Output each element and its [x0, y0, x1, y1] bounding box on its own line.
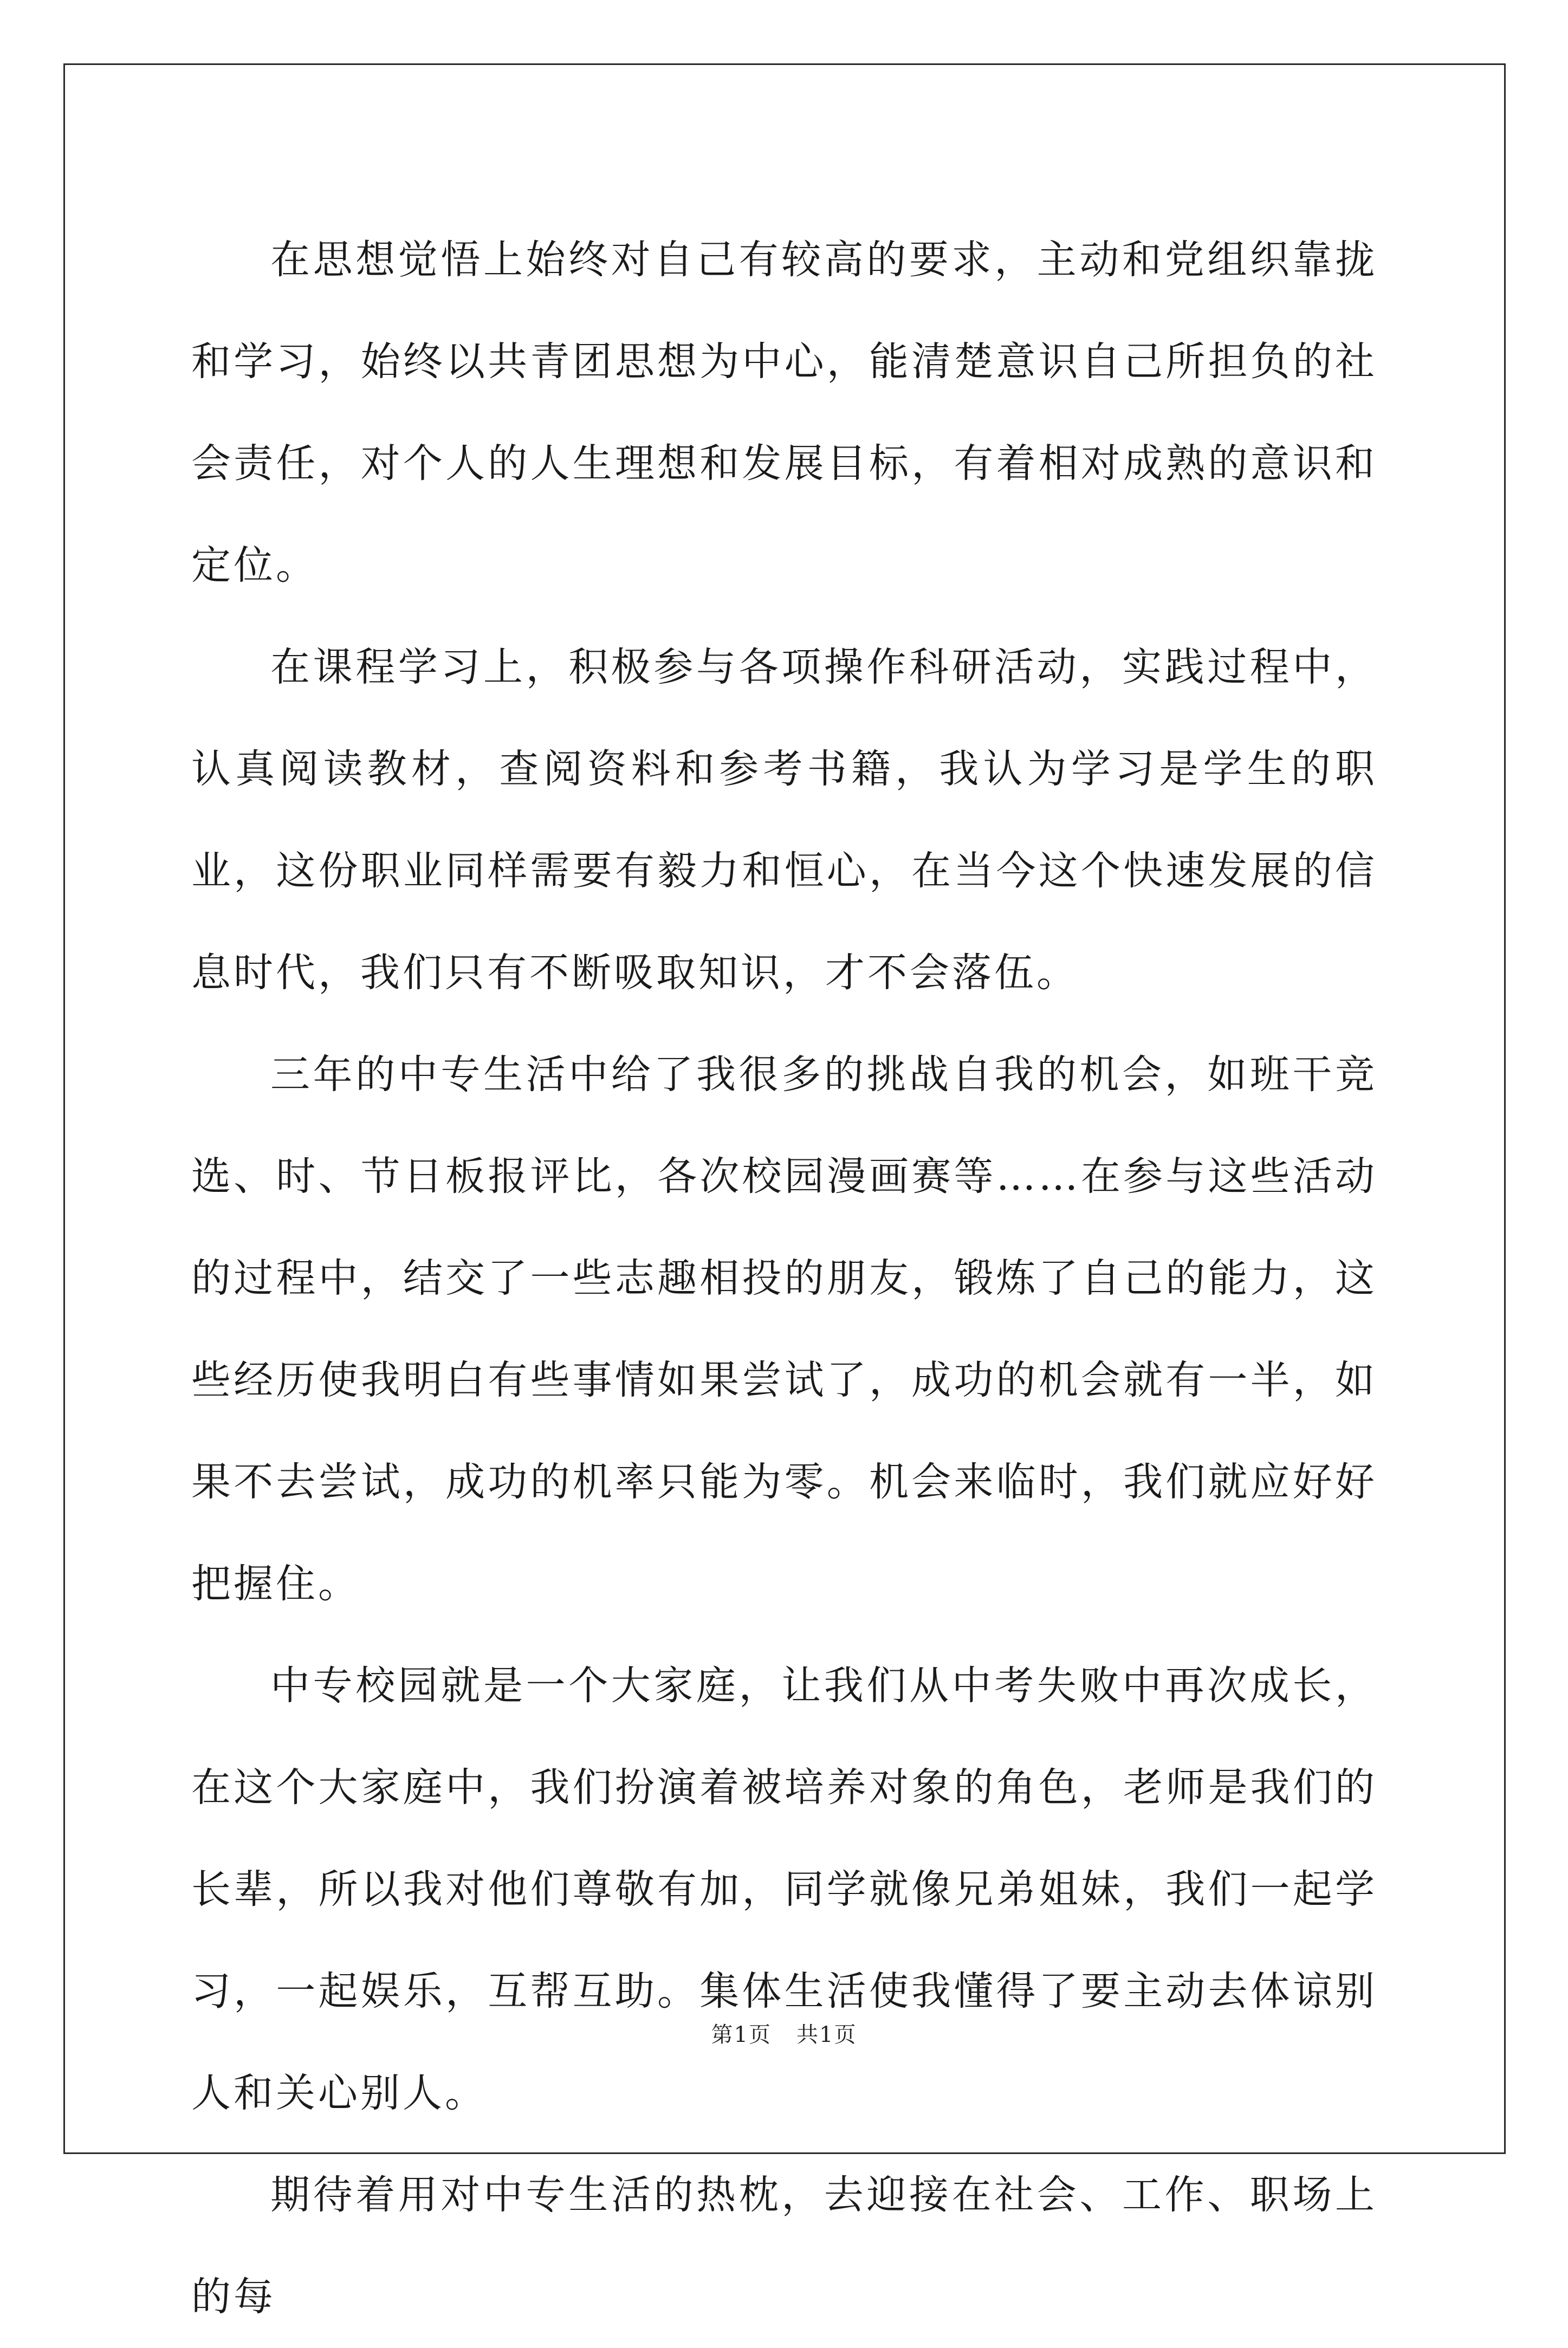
paragraph-4: 中专校园就是一个大家庭，让我们从中考失败中再次成长，在这个大家庭中，我们扮演着被培养对象的角色，老师是我们的长辈，所以我对他们尊敬有加，同学就像兄弟姐妹，我们一起学习，一起娱乐，互帮互助。集体生活使我懂得了要主动去体谅别人和关心别人。: [191, 1663, 1377, 2116]
paragraph-2: 在课程学习上，积极参与各项操作科研活动，实践过程中，认真阅读教材，查阅资料和参考书籍，我认为学习是学生的职业，这份职业同样需要有毅力和恒心，在当今这个快速发展的信息时代，我们只有不断吸取知识，才不会落伍。: [191, 644, 1377, 996]
paragraph-5: 期待着用对中专生活的热枕，去迎接在社会、工作、职场上的每: [191, 2172, 1377, 2320]
page-total: 共1页: [796, 2022, 857, 2047]
paragraph-3: 三年的中专生活中给了我很多的挑战自我的机会，如班干竞选、时、节日板报评比，各次校园漫画赛等……在参与这些活动的过程中，结交了一些志趣相投的朋友，锻炼了自己的能力，这些经历使我明白有些事情如果尝试了，成功的机会就有一半，如果不去尝试，成功的机率只能为零。机会来临时，我们就应好好把握住。: [191, 1052, 1377, 1607]
page-footer: [0, 2020, 1568, 2050]
paragraph-1: 在思想觉悟上始终对自己有较高的要求，主动和党组织靠拢和学习，始终以共青团思想为中心，能清楚意识自己所担负的社会责任，对个人的人生理想和发展目标，有着相对成熟的意识和定位。: [191, 237, 1377, 588]
page-number: 第1页: [711, 2022, 772, 2047]
